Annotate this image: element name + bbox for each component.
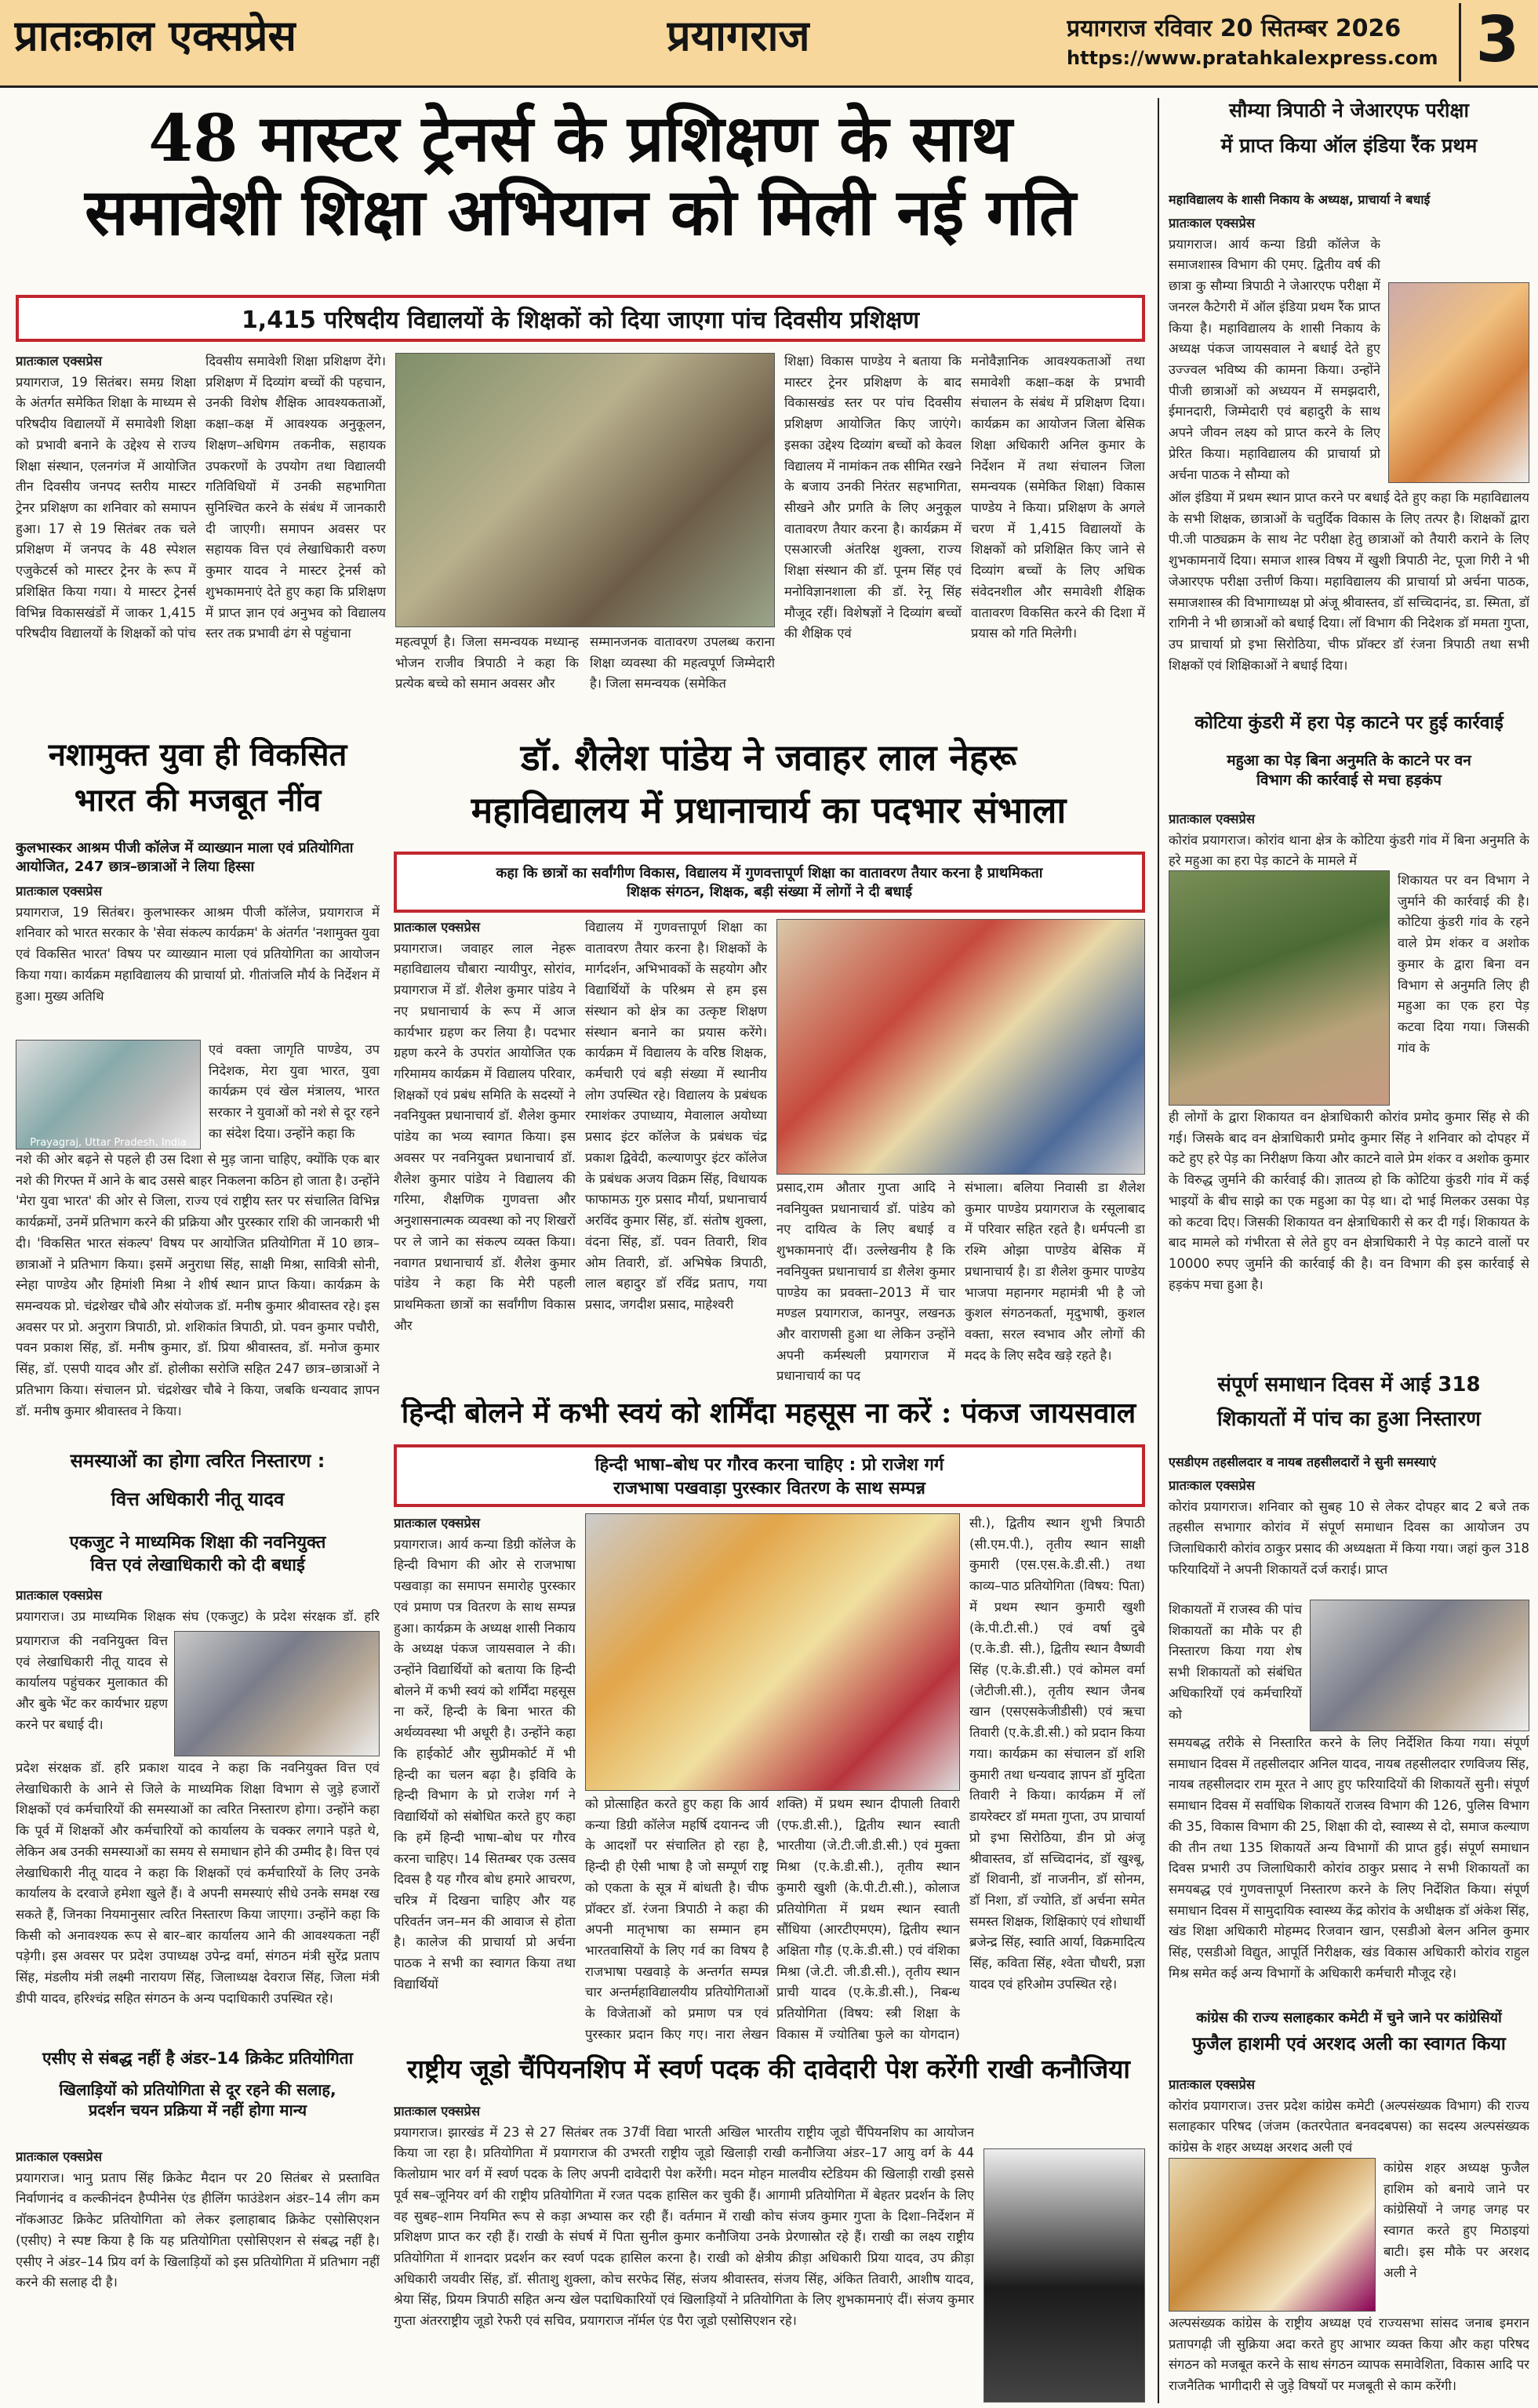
shailesh-subheadline-line1: कहा कि छात्रों का सर्वांगीण विकास, विद्यालय में गुणवत्तापूर्ण शिक्षा का वातावरण तैयार करना है प्राथमिकता xyxy=(496,865,1043,881)
cricket-headline-line1: खिलाड़ियों को प्रतियोगिता से दूर रहने की सलाह, xyxy=(59,2080,336,2099)
samasya-kicker-line2: वित्त एवं लेखाधिकारी को दी बधाई xyxy=(90,1555,305,1575)
samadhan-kicker: एसडीएम तहसीलदार व नायब तहसीलदारों ने सुनी समस्याएं xyxy=(1169,1455,1437,1469)
nasha-body-top xyxy=(16,881,380,1043)
samasya-headline xyxy=(16,1449,380,1537)
kotiya-body1-text: कोरांव प्रयागराज। कोरांव थाना क्षेत्र के कोटिया कुंडरी गांव में बिना अनुमति के हरे महुआ का हरा पेड़ काटने के मामले में xyxy=(1169,832,1529,869)
lead-col-1 xyxy=(16,351,196,732)
kotiya-kicker xyxy=(1169,751,1529,809)
saumya-byline: प्रातःकाल एक्सप्रेस xyxy=(1169,216,1255,231)
judo-byline: प्रातःकाल एक्सप्रेस xyxy=(394,2104,480,2119)
shailesh-headline-line1: डॉ. शैलेश पांडेय ने जवाहर लाल नेहरू xyxy=(520,737,1017,779)
hindi-subheadline-line1: हिन्दी भाषा–बोध पर गौरव करना चाहिए : प्रो राजेश गर्ग xyxy=(594,1455,944,1475)
saumya-photo xyxy=(1388,282,1529,483)
samasya-photo xyxy=(174,1631,380,1756)
nasha-byline: प्रातःकाल एक्सप्रेस xyxy=(16,884,102,899)
congress-body-top xyxy=(1169,2075,1529,2156)
shailesh-col-2: विद्यालय में गुणवत्तापूर्ण शिक्षा का वातावरण तैयार करना है। शिक्षकों के मार्गदर्शन, अभिभावकों के सहयोग और विद्यार्थियों के परिश्रम से हम इस संस्थान को क्षेत्र का उत्कृष्ट शिक्षण संस्थान बनाने का प्रयास करेंगे। कार्यक्रम में विद्यालय के वरिष्ठ शिक्षक, कर्मचारी एवं बड़ी संख्या में स्थानीय लोग उपस्थित रहे। विद्यालय के प्रबंधक रमाशंकर उपाध्याय, मेवालाल अयोध्या प्रसाद इंटर कॉलेज के प्रबंधक चंद्र प्रकाश द्विवेदी, कल्याणपुर इंटर कॉलेज के प्रबंधक अजय विक्रम सिंह, विधायक फाफामऊ गुरु प्रसाद मौर्या, प्रधानाचार्य अरविंद कुमार सिंह, डॉ. संतोष शुक्ला, वंदना सिंह, डॉ. पवन तिवारी, शिव ओम तिवारी, डॉ. अभिषेक त्रिपाठी, लाल बहादुर डॉ रविंद्र प्रताप, गया प्रसाद, जगदीश प्रसाद, माहेश्वरी xyxy=(585,920,767,1312)
congress-photo xyxy=(1169,2158,1376,2312)
hindi-byline: प्रातःकाल एक्सप्रेस xyxy=(394,1516,480,1531)
nasha-body-bottom: नशे की ओर बढ़ने से पहले ही उस दिशा से मुड़ जाना चाहिए, क्योंकि एक बार नशे की गिरफ्त में आने के बाद उससे बाहर निकलना कठिन हो जाता है। उन्होंने 'मेरा युवा भारत' की ओर से जिला, राज्य एवं राष्ट्रीय स्तर पर संचालित विभिन्न कार्यक्रमों, उनमें प्रतिभाग करने की प्रक्रिया और पुरस्कार राशि की जानकारी भी दी। 'विकसित भारत संकल्प' विषय पर आयोजित प्रतियोगिता में 10 छात्र–छात्राओं ने प्रतिभाग किया। इसमें अनुराधा सिंह, साक्षी मिश्रा, सावित्री सोनी, स्नेहा पाण्डेय और हिमांशी मिश्रा ने शीर्ष स्थान प्राप्त किया। कार्यक्रम के समन्वयक प्रो. चंद्रशेखर चौबे और संयोजक डॉ. मनीष कुमार श्रीवास्तव रहे। इस अवसर पर प्रो. अनुराग त्रिपाठी, प्रो. शशिकांत त्रिपाठी, प्रो. पवन कुमार पचौरी, पवन प्रकाश सिंह, डॉ. मनीष कुमार, डॉ. प्रिया श्रीवास्तव, डॉ. मनोज कुमार सिंह, डॉ. एसपी यादव और डॉ. होलीका सरोजि सहित 247 छात्र–छात्राओं ने प्रतिभाग किया। संचालन प्रो. चंद्रशेखर चौबे ने किया, जबकि धन्यवाद ज्ञापन डॉ. मनीष कुमार श्रीवास्तव ने किया। xyxy=(16,1152,380,1418)
nasha-body-side: एवं वक्ता जागृति पाण्डेय, उप निदेशक, मेरा युवा भारत, युवा कार्यक्रम एवं खेल मंत्रालय, भारत सरकार ने युवाओं को नशे से दूर रहने का संदेश दिया। उन्होंने कहा कि xyxy=(209,1042,380,1141)
samasya-body-bottom: प्रदेश संरक्षक डॉ. हरि प्रकाश यादव ने कहा कि नवनियुक्त वित्त एवं लेखाधिकारी के आने से जिले के माध्यमिक शिक्षा विभाग से जुड़े हजारों शिक्षकों एवं कर्मचारियों की समस्याओं का त्वरित निस्तारण होगा। उन्होंने कहा कि पूर्व में शिक्षकों और कर्मचारियों को कार्यालय के चक्कर लगाने पड़ते थे, लेकिन अब उनकी समस्याओं का समय से समाधान होने की उम्मीद है। वित्त एवं लेखाधिकारी नीतू यादव ने कहा कि शिक्षकों एवं कर्मचारियों के लिए उनके कार्यालय के दरवाजे हमेशा खुले हैं। वे अपनी समस्याएं सीधे उनके समक्ष रख सकते हैं, जिनका नियमानुसार त्वरित निस्तारण किया जाएगा। उन्होंने कहा कि किसी को अनावश्यक रूप से बार–बार कार्यालय आने की आवश्यकता नहीं पड़ेगी। इस अवसर पर प्रदेश उपाध्यक्ष उपेन्द्र वर्मा, संगठन मंत्री सुरेंद्र प्रताप सिंह, मंडलीय मंत्री लक्ष्मी नारायण सिंह, जिलाध्यक्ष देवराज सिंह, जिला मंत्री डीपी यादव, हरिश्चंद्र सहित संगठन के अन्य पदाधिकारी उपस्थित रहे। xyxy=(16,1760,380,2006)
samasya-byline: प्रातःकाल एक्सप्रेस xyxy=(16,1588,102,1603)
hindi-subheadline xyxy=(394,1444,1145,1507)
lead-headline-line2: समावेशी शिक्षा अभियान को मिली नई गति xyxy=(85,175,1076,251)
kotiya-kicker-line1: महुआ का पेड़ बिना अनुमति के काटने पर वन xyxy=(1227,752,1471,769)
kotiya-body-bottom: ही लोगों के द्वारा शिकायत वन क्षेत्राधिकारी कोरांव प्रमोद कुमार सिंह से की गई। जिसके बाद वन क्षेत्राधिकारी प्रमोद कुमार सिंह ने शनिवार को दोपहर में कटे हुए हरे पेड़ का निरीक्षण किया और काटने वाले प्रेम शंकर व अशोक कुमार के विरुद्ध जुर्माने की कार्रवाई की। ज्ञातव्य हो कि कोटिया कुंडरी गांव में कई भाइयों के बीच साझे का एक महुआ का पेड़ था। दो भाई मिलकर उसका पेड़ को कटवा दिए। जिसकी शिकायत वन क्षेत्राधिकारी से कर दी गई। शिकायत के बाद मामले को गंभीरता से लेते हुए वन क्षेत्राधिकारी ने पेड़ काटने वालों पर 10000 रुपए जुर्माने की कार्रवाई की है। वन विभाग की इस कार्रवाई से हड़कंप मचा हुआ है। xyxy=(1169,1110,1529,1292)
samasya-body-top xyxy=(16,1585,380,1629)
nasha-headline-line1: नशामुक्त युवा ही विकसित xyxy=(48,737,347,773)
kotiya-body-side: शिकायत पर वन विभाग ने जुर्माने की कार्रवाई की है। कोटिया कुंडरी गांव के रहने वाले प्रेम शंकर व अशोक कुमार के द्वारा बिना वन विभाग से अनुमति लिए ही महुआ का एक हरा पेड़ कटवा दिया गया। जिसकी गांव के xyxy=(1398,873,1529,1055)
nasha-photo xyxy=(16,1040,201,1150)
hindi-col1-text: प्रयागराज। आर्य कन्या डिग्री कॉलेज के हिन्दी विभाग की ओर से राजभाषा पखवाड़ा का समापन समारोह पुरस्कार एवं प्रमाण पत्र वितरण के साथ सम्पन्न हुआ। कार्यक्रम के अध्यक्ष शासी निकाय के अध्यक्ष पंकज जायसवाल ने की। उन्होंने विद्यार्थियों को बताया कि हिन्दी बोलने में कभी स्वयं को शर्मिंदा महसूस ना करें, हिन्दी के बिना भारत की अर्थव्यवस्था भी अधूरी है। उन्होंने कहा कि हाईकोर्ट और सुप्रीमकोर्ट में भी हिन्दी का चलन बढ़ा है। इविवि के हिन्दी विभाग के प्रो राजेश गर्ग ने विद्यार्थियों को संबोधित करते हुए कहा कि हमें हिन्दी भाषा–बोध पर गौरव करना चाहिए। 14 सितम्बर एक उत्सव दिवस है यह गौरव बोध हमारे आचरण, चरित्र में दिखना चाहिए और यह परिवर्तन जन–मन की आवाज से होता है। कालेज की प्राचार्या प्रो अर्चना पाठक ने सभी का स्वागत किया तथा विद्यार्थियों xyxy=(394,1536,576,1992)
judo-headline: राष्ट्रीय जूडो चैंपियनशिप में स्वर्ण पदक की दावेदारी पेश करेंगी राखी कनौजिया xyxy=(407,2054,1130,2084)
cricket-byline: प्रातःकाल एक्सप्रेस xyxy=(16,2149,102,2164)
column-divider xyxy=(1158,98,1159,2403)
shailesh-subheadline xyxy=(394,852,1145,913)
samadhan-byline: प्रातःकाल एक्सप्रेस xyxy=(1169,1478,1255,1493)
edition-name: प्रयागराज xyxy=(667,11,810,60)
cricket-headline-line2: प्रदर्शन चयन प्रक्रिया में नहीं होगा मान्य xyxy=(88,2101,307,2119)
saumya-headline-line1: सौम्या त्रिपाठी ने जेआरएफ परीक्षा xyxy=(1229,99,1469,122)
shailesh-headline xyxy=(392,737,1145,847)
paper-name: प्रातःकाल एक्सप्रेस xyxy=(14,10,296,60)
samadhan-body-bottom: समयबद्ध तरीके से निस्तारित करने के लिए निर्देशित किया गया। संपूर्ण समाधान दिवस में तहसीलदार अनिल यादव, नायब तहसीलदार रणविजय सिंह, नायब तहसीलदार राम मूरत ने आए हुए फरियादियों की शिकायतें सुनी। संपूर्ण समाधान दिवस में सर्वाधिक शिकायतें राजस्व विभाग की 126, पुलिस विभाग की 35, विकास विभाग की 25, शिक्षा की दो, स्वास्थ्य से दो, समाज कल्याण की तीन तथा 135 शिकायतें अन्य विभागों की प्राप्त हुई। संपूर्ण समाधान दिवस प्रभारी उप जिलाधिकारी कोरांव ठाकुर प्रसाद ने सभी शिकायतों का समयबद्ध एवं गुणवत्तापूर्ण निस्तारण करने के लिए निर्देशित किया। संपूर्ण समाधान दिवस में सामुदायिक स्वास्थ्य केंद्र कोरांव के अधीक्षक डॉ अंकेश सिंह, खंड शिक्षा अधिकारी मोहम्मद रिजवान खान, एसडीओ बेलन अनिल कुमार सिंह, एसडीओ विद्युत, आपूर्ति निरीक्षक, खंड विकास अधिकारी कोरांव राहुल मिश्र समेत कई अन्य विभागों के अधिकारी कर्मचारी मौजूद रहे। xyxy=(1169,1735,1529,1981)
hindi-subheadline-line2: राजभाषा पखवाड़ा पुरस्कार वितरण के साथ सम्पन्न xyxy=(613,1479,925,1498)
cricket-kicker: एसीए से संबद्ध नहीं है अंडर–14 क्रिकेट प्रतियोगिता xyxy=(42,2049,354,2068)
congress-body-bottom: अल्पसंख्यक कांग्रेस के राष्ट्रीय अध्यक्ष एवं राज्यसभा सांसद जनाब इमरान प्रतापगढ़ी जी सुक्रिया अदा करते हुए आभार व्यक्त किया और कहा परिषद संगठन को मजबूत करने के साथ संगठन व्यापक समावेशिता, विकास आदि पर राजनैतिक भागीदारी से जुड़े विषयों पर मजबूती से काम करेंगी। xyxy=(1169,2315,1529,2394)
shailesh-byline: प्रातःकाल एक्सप्रेस xyxy=(394,920,480,935)
samadhan-body1-text: कोरांव प्रयागराज। शनिवार को सुबह 10 से लेकर दोपहर बाद 2 बजे तक तहसील सभागार कोरांव में संपूर्ण समाधान दिवस का आयोजन उप जिलाधिकारी कोरांव ठाकुर प्रसाद की अध्यक्षता में किया गया। जहां कुल 318 फरियादियों ने अपनी शिकायतें दर्ज कराई। प्राप्त xyxy=(1169,1498,1529,1577)
congress-headline xyxy=(1169,2009,1529,2072)
congress-body1-text: कोरांव प्रयागराज। उत्तर प्रदेश कांग्रेस कमेटी (अल्पसंख्यक विभाग) की राज्य सलाहकार परिषद (जंजम (कतरपेतात बनवदबपस) का सदस्य अल्पसंख्यक कांग्रेस के शहर अध्यक्ष अरशद अली एवं xyxy=(1169,2097,1529,2156)
lead-byline: प्रातःकाल एक्सप्रेस xyxy=(16,354,102,369)
hindi-col-4: सी.), द्वितीय स्थान शुभी त्रिपाठी (सी.एम.पी.), तृतीय स्थान साक्षी कुमारी (एस.एस.के.डी.सी.) तथा काव्य–पाठ प्रतियोगिता (विषय: पिता) में प्रथम स्थान कुमारी खुशी (के.पी.टी.सी.) एवं वर्षा दुबे (ए.के.डी. सी.), द्वितीय स्थान वैष्णवी सिंह (ए.के.डी.सी.) एवं कोमल वर्मा (जेटीजी.सी.), तृतीय स्थान जैनब खान (एसएसकेजीडीसी) एवं ऋचा तिवारी (ए.के.डी.सी.) को प्रदान किया गया। कार्यक्रम का संचालन डॉ शशि कुमारी तथा धन्यवाद ज्ञापन डॉ मुदिता तिवारी ने किया। कार्यक्रम में लॉ डायरेक्टर डॉ ममता गुप्ता, उप प्राचार्या प्रो इभा सिरोठिया, डीन प्रो अंजू श्रीवास्तव, डॉ सच्चिदानंद, डॉ खुश्बू, डॉ शिवानी, डॉ नाजनीन, डॉ सोनम, डॉ निशा, डॉ ज्योति, डॉ अर्चना समेत समस्त शिक्षक, शिक्षिकाएं एवं शोधार्थी ब्रजेन्द्र सिंह, स्वाति आर्या, विक्रमादित्य सिंह, कविता सिंह, श्वेता चौधरी, प्रज्ञा यादव एवं हरिओम उपस्थित रहे। xyxy=(969,1516,1145,1992)
kotiya-byline: प्रातःकाल एक्सप्रेस xyxy=(1169,812,1255,826)
dateline: प्रयागराज रविवार 20 सितम्बर 2026 xyxy=(1067,15,1402,42)
congress-byline: प्रातःकाल एक्सप्रेस xyxy=(1169,2077,1255,2092)
hindi-col-2: को प्रोत्साहित करते हुए कहा कि आर्य कन्या डिग्री कॉलेज महर्षि दयानन्द जी के आदर्शों पर संचालित हो रहा है, हिन्दी ही ऐसी भाषा है जो सम्पूर्ण राष्ट्र को एकता के सूत्र में बांधती है। चीफ प्रॉक्टर डॉ. रंजना त्रिपाठी ने कहा की अपनी मातृभाषा का सम्मान हम भारतवासियों के लिए गर्व का विषय है राजभाषा पखवाड़े के अन्तर्गत सम्पन्न चार अन्तर्महाविद्यालयीय प्रतियोगिताओं के विजेताओं को प्रमाण पत्र एवं पुरस्कार प्रदान किए गए। नारा लेखन xyxy=(585,1796,769,2042)
samasya-headline-line2: वित्त अधिकारी नीतू यादव xyxy=(111,1488,285,1511)
saumya-body-top xyxy=(1169,213,1380,486)
lead-col-2: दिवसीय समावेशी शिक्षा प्रशिक्षण देंगे। प्रशिक्षण में दिव्यांग बच्चों की पहचान, उनकी विशेष शैक्षिक आवश्यकताओं, कक्षा–कक्ष में आवश्यक अनुकूलन, शिक्षण–अधिगम तकनीक, सहायक उपकरणों के उपयोग तथा विद्यालयी गतिविधियों में उनकी सहभागिता सुनिश्चित करने के संबंध में जानकारी दी जाएगी। समापन अवसर पर सहायक वित्त एवं लेखाधिकारी वरुण कुमार यादव ने मास्टर ट्रेनर्स को शुभकामनाएं देते हुए कहा कि प्रशिक्षण में प्राप्त ज्ञान एवं अनुभव को विद्यालय स्तर तक प्रभावी ढंग से पहुंचाना xyxy=(205,354,386,641)
kotiya-photo-tree xyxy=(1169,870,1390,1106)
samasya-kicker-line1: एकजुट ने माध्यमिक शिक्षा की नवनियुक्त xyxy=(69,1533,326,1553)
judo-body xyxy=(394,2101,974,2403)
lead-col-6: मनोवैज्ञानिक आवश्यकताओं तथा समावेशी कक्षा–कक्ष के प्रभावी संचालन के संबंध में प्रशिक्षण दिया। कार्यक्रम का आयोजन जिला बेसिक शिक्षा अधिकारी अनिल कुमार के निर्देशन में तथा संचालन जिला समन्वयक (समेकित शिक्षा) विकास पाण्डेय ने किया। प्रशिक्षण के अगले चरण में 1,415 विद्यालयों के शिक्षकों को प्रशिक्षित किए जाने से दिव्यांग बच्चों के लिए अधिक संवेदनशील और समावेशी शैक्षिक वातावरण विकसित करने की दिशा में प्रयास को गति मिलेगी। xyxy=(971,354,1145,641)
samasya-body1-text: प्रयागराज। उप्र माध्यमिक शिक्षक संघ (एकजुट) के प्रदेश संरक्षक डॉ. हरि xyxy=(16,1608,380,1624)
lead-headline-line1: 48 मास्टर ट्रेनर्स के प्रशिक्षण के साथ xyxy=(148,102,1013,176)
samasya-kicker xyxy=(16,1532,380,1584)
samadhan-body-top xyxy=(1169,1476,1529,1598)
lead-col1-text: प्रयागराज, 19 सितंबर। समग्र शिक्षा के अंतर्गत समेकित शिक्षा के माध्यम से परिषदीय विद्यालयों में समावेशी शिक्षा को प्रभावी बनाने के उद्देश्य से राज्य शिक्षा संस्थान, एलनगंज में आयोजित तीन दिवसीय जनपद स्तरीय मास्टर ट्रेनर प्रशिक्षण का शनिवार को समापन हुआ। 17 से 19 सितंबर तक चले प्रशिक्षण में जनपद के 48 स्पेशल एजुकेटर्स को मास्टर ट्रेनर के रूप में प्रशिक्षित किया गया। ये मास्टर ट्रेनर्स विभिन्न विकासखंडों में जाकर 1,415 परिषदीय विद्यालयों के शिक्षकों को पांच xyxy=(16,374,196,641)
congress-body-side: कांग्रेस शहर अध्यक्ष फुजैल हाशिम को बनाये जाने पर कांग्रेसियों ने जगह जगह पर स्वागत करते हुए मिठाइयां बाटी। इस मौके पर अरशद अली ने xyxy=(1383,2160,1529,2280)
lead-col-3: महत्वपूर्ण है। जिला समन्वयक मध्यान्ह भोजन राजीव त्रिपाठी ने कहा कि प्रत्येक बच्चे को समान अवसर और xyxy=(395,634,579,692)
nasha-photo-caption: Prayagraj, Uttar Pradesh, India xyxy=(30,1137,187,1149)
lead-headline xyxy=(16,102,1145,290)
cricket-body xyxy=(16,2147,380,2403)
samasya-body-side: प्रयागराज की नवनियुक्त वित्त एवं लेखाधिकारी नीतू यादव से कार्यालय पहुंचकर मुलाकात की और बुके भेंट कर कार्यभार ग्रहण करने पर बधाई दी। xyxy=(16,1633,168,1732)
judo-photo-rakhi xyxy=(984,2148,1145,2403)
kotiya-body-top xyxy=(1169,809,1529,869)
nasha-headline-line2: भारत की मजबूत नींव xyxy=(74,782,322,819)
lead-col-5: शिक्षा) विकास पाण्डेय ने बताया कि मास्टर ट्रेनर प्रशिक्षण के बाद विकासखंड स्तर पर पांच दिवसीय प्रशिक्षण आयोजित किए जाएंगे। इसका उद्देश्य दिव्यांग बच्चों को केवल विद्यालय में नामांकन तक सीमित रखने के बजाय उनकी निरंतर सहभागिता, सीखने और प्रगति के लिए अनुकूल वातावरण तैयार करना है। कार्यक्रम में एसआरजी अंतरिक्ष शुक्ला, राज्य शिक्षा संस्थान की डॉ. पूनम सिंह एवं मनोविज्ञानशाला की डॉ. रेनू सिंह मौजूद रहीं। विशेषज्ञों ने दिव्यांग बच्चों की शैक्षिक एवं xyxy=(784,354,962,641)
samadhan-body-side: शिकायतों में राजस्व की पांच शिकायतों का मौके पर ही निस्तारण किया गया शेष सभी शिकायतों को संबंधित अधिकारियों एवं कर्मचारियों को xyxy=(1169,1602,1302,1722)
lead-subheadline: 1,415 परिषदीय विद्यालयों के शिक्षकों को दिया जाएगा पांच दिवसीय प्रशिक्षण xyxy=(16,295,1145,342)
saumya-kicker: महाविद्यालय के शासी निकाय के अध्यक्ष, प्राचार्या ने बधाई xyxy=(1169,192,1431,207)
samadhan-headline-line1: संपूर्ण समाधान दिवस में आई 318 xyxy=(1217,1373,1481,1396)
hindi-photo-award xyxy=(585,1513,960,1791)
saumya-body1-text: प्रयागराज। आर्य कन्या डिग्री कॉलेज के समाजशास्त्र विभाग की एमए. द्वितीय वर्ष की छात्रा कु सौम्या त्रिपाठी ने जेआरएफ परीक्षा में जनरल कैटेगरी में ऑल इंडिया प्रथम रैंक प्राप्त किया है। महाविद्यालय के शासी निकाय के अध्यक्ष पंकज जायसवाल ने बधाई देते हुए उज्ज्वल भविष्य की कामना किया। उन्होंने पीजी छात्राओं को अध्ययन में समझदारी, ईमानदारी, जिम्मेदारी एवं बहादुरी के साथ अपने जीवन लक्ष्य को प्राप्त करने के लिए प्रेरित किया। महाविद्यालय की प्राचार्या प्रो अर्चना पाठक ने सौम्या को xyxy=(1169,236,1380,482)
congress-headline-line1: कांग्रेस की राज्य सलाहकार कमेटी में चुने जाने पर कांग्रेसियों xyxy=(1196,2010,1502,2026)
saumya-headline xyxy=(1169,98,1529,184)
cricket-headline xyxy=(16,2079,380,2142)
hindi-col-3: शक्ति) में प्रथम स्थान दीपाली तिवारी (एफ.डी.सी.), द्वितीय स्थान स्वाती भारतीया (जे.टी.जी.डी.सी.) एवं मुक्ता मिश्रा (ए.के.डी.सी.), तृतीय स्थान कुमारी खुशी (के.पी.टी.सी.), कोलाज प्रतियोगिता में प्रथम स्थान स्वाती सौंधिया (आरटीएमएम), द्वितीय स्थान अक्षिता गौड़ (ए.के.डी.सी.) एवं वंशिका मिश्रा (जे.टी. जी.डी.सी.), तृतीय स्थान प्राची यादव (ए.के.डी.सी.), निबन्ध प्रतियोगिता (विषय: स्त्री शिक्षा के विकास में ज्योतिबा फुले का योगदान) xyxy=(776,1796,960,2042)
shailesh-col-4: संभाला। बलिया निवासी डा शैलेश कुमार पाण्डेय प्रयागराज के रसूलाबाद में परिवार सहित रहते है। धर्मपत्नी डा रश्मि ओझा पाण्डेय बेसिक में प्रधानाचार्य है। डा शैलेश कुमार पाण्डेय भाजपा महानगर महामंत्री भी है जो कुशल संगठनकर्ता, मृदुभाषी, कुशल वक्ता, सरल स्वभाव और लोगों की मदद के लिए सदैव खड़े रहते है। xyxy=(965,1180,1145,1363)
saumya-body-bottom: ऑल इंडिया में प्रथम स्थान प्राप्त करने पर बधाई देते हुए कहा कि महाविद्यालय के सभी शिक्षक, छात्राओं के चतुर्दिक विकास के लिए तत्पर है। शिक्षकों द्वारा पी.जी पाठ्यक्रम के साथ नेट परीक्षा हेतु छात्राओं को तैयारी कराने के लिए शुभकामनायें दिया। समाज शास्त्र विषय में खुशी त्रिपाठी नेट, पूजा गिरी ने भी जेआरएफ परीक्षा उत्तीर्ण किया। महाविद्यालय की प्राचार्या प्रो अर्चना पाठक, समाजशास्त्र की विभागाध्यक्ष प्रो अंजू श्रीवास्तव, डॉ सच्चिदानंद, डा. स्मिता, डॉ रागिनी ने भी छात्राओं को बधाई दिया। लॉ विभाग की निदेशक डॉ ममता गुप्ता, उप प्राचार्या प्रो इभा सिरोठिया, चीफ प्रॉक्टर डॉ रंजना त्रिपाठी तथा सभी शिक्षकों एवं शिक्षिकाओं ने बधाई दिया। xyxy=(1169,490,1529,673)
lead-photo-training-group xyxy=(395,353,775,627)
masthead xyxy=(0,0,1538,88)
nasha-kicker: कुलभास्कर आश्रम पीजी कॉलेज में व्याख्यान माला एवं प्रतियोगिता आयोजित, 247 छात्र–छात्राओं ने लिया हिस्सा xyxy=(16,840,354,876)
shailesh-col-1 xyxy=(394,917,576,1388)
lead-col-4: सम्मानजनक वातावरण उपलब्ध कराना शिक्षा व्यवस्था की महत्वपूर्ण जिम्मेदारी है। जिला समन्वयक (समेकित xyxy=(590,634,775,692)
shailesh-photo-welcome xyxy=(776,919,1145,1175)
cricket-body-text: प्रयागराज। भानु प्रताप सिंह क्रिकेट मैदान पर 20 सितंबर से प्रस्तावित निर्वाणानंद व कल्कीनंदन हैप्पीनेस एंड हीलिंग फाउंडेशन अंडर–14 लीग कम नॉकआउट क्रिकेट प्रतियोगिता को लेकर इलाहाबाद क्रिकेट एसोसिएशन (एसीए) ने स्पष्ट किया है कि यह प्रतियोगिता एसोसिएशन से संबद्ध नहीं है। एसीए ने अंडर–14 प्रिय वर्ग के खिलाड़ियों को इस प्रतियोगिता में प्रतिभाग नहीं करने की सलाह दी है। xyxy=(16,2170,380,2290)
samadhan-headline-line2: शिकायतों में पांच का हुआ निस्तारण xyxy=(1217,1407,1481,1431)
samadhan-headline xyxy=(1169,1372,1529,1451)
shailesh-col-3: प्रसाद,राम औतार गुप्ता आदि ने नवनियुक्त प्रधानाचार्य डॉ. पांडेय को नए दायित्व के लिए बधाई व शुभकामनाएं दीं। उल्लेखनीय है कि नवनियुक्त प्रधानाचार्य डा शैलेश कुमार पाण्डेय का प्रवक्ता–2013 में चार मण्डल प्रयागराज, कानपुर, लखनऊ और वाराणसी हुआ था लेकिन उन्होंने अपनी कर्मस्थली प्रयागराज में प्रधानाचार्य का पद xyxy=(776,1180,955,1384)
hindi-headline: हिन्दी बोलने में कभी स्वयं को शर्मिंदा महसूस ना करें : पंकज जायसवाल xyxy=(401,1397,1136,1429)
website-url[interactable]: https://www.pratahkalexpress.com xyxy=(1067,47,1438,69)
kotiya-headline: कोटिया कुंडरी में हरा पेड़ काटने पर हुई कार्रवाई xyxy=(1194,713,1503,733)
judo-body-text: प्रयागराज। झारखंड में 23 से 27 सितंबर तक 37वीं विद्या भारती अखिल भारतीय राष्ट्रीय जूडो चैंपियनशिप का आयोजन किया जा रहा है। प्रतियोगिता में प्रयागराज की उभरती राष्ट्रीय जूडो खिलाड़ी राखी कनौजिया अंडर–17 आयु वर्ग के 44 किलोग्राम भार वर्ग में स्वर्ण पदक के लिए अपनी दावेदारी पेश करेंगी। मदन मोहन मालवीय स्टेडियम की खिलाड़ी राखी इससे पूर्व सब–जूनियर वर्ग की राष्ट्रीय प्रतियोगिता में रजत पदक हासिल कर चुकी हैं। आगामी प्रतियोगिता में बेहतर प्रदर्शन के लिए वह सुबह–शाम नियमित रूप से कड़ा अभ्यास कर रही हैं। वर्तमान में राखी कोच संजय कुमार गुप्ता के दिशा–निर्देशन में प्रशिक्षण प्राप्त कर रही हैं। राखी के संघर्ष में पिता सुनील कुमार कनौजिया उनके प्रेरणास्रोत रहे हैं। राखी का लक्ष्य राष्ट्रीय प्रतियोगिता में शानदार प्रदर्शन कर स्वर्ण पदक हासिल करना है। राखी को क्षेत्रीय क्रीड़ा अधिकारी प्रिया यादव, उप क्रीड़ा अधिकारी जयवीर सिंह, डॉ. सीताशु शुक्ला, कोच सरफेद सिंह, संजय श्रीवास्तव, संजय सिंह, अंकित तिवारी, आशीष यादव, श्रेया सिंह, प्रियम त्रिपाठी सहित अन्य खेल पदाधिकारियों एवं खिलाड़ियों ने प्रतियोगिता के लिए शुभकामनाएं दीं। संजय कुमार गुप्ता अंतरराष्ट्रीय जूडो रेफरी एवं सचिव, प्रयागराज नॉर्मल एंड पैरा जूडो एसोसिएशन रहे। xyxy=(394,2124,974,2329)
nasha-body1-text: प्रयागराज, 19 सितंबर। कुलभास्कर आश्रम पीजी कॉलेज, प्रयागराज में शनिवार को भारत सरकार के 'सेवा संकल्प कार्यक्रम' के अंतर्गत 'नशामुक्त युवा एवं विकसित भारत' विषय पर व्याख्यान माला एवं प्रतियोगिता का आयोजन किया गया। कार्यक्रम महाविद्यालय की प्राचार्या प्रो. गीतांजलि मौर्य के निर्देशन में हुआ। मुख्य अतिथि xyxy=(16,904,380,1004)
kotiya-kicker-line2: विभाग की कार्रवाई से मचा हड़कंप xyxy=(1256,771,1442,789)
page-number: 3 xyxy=(1459,3,1534,82)
samadhan-photo xyxy=(1310,1600,1529,1731)
shailesh-headline-line2: महाविद्यालय में प्रधानाचार्य का पदभार संभाला xyxy=(471,788,1067,831)
shailesh-subheadline-line2: शिक्षक संगठन, शिक्षक, बड़ी संख्या में लोगों ने दी बधाई xyxy=(627,884,912,900)
hindi-col-1 xyxy=(394,1513,576,2043)
shailesh-col1-text: प्रयागराज। जवाहर लाल नेहरू महाविद्यालय चौबारा न्यायीपुर, सोरांव, प्रयागराज में डॉ. शैलेश कुमार पांडेय ने नए प्रधानाचार्य के रूप में आज कार्यभार ग्रहण कर लिया है। पदभार ग्रहण करने के उपरांत आयोजित एक गरिमामय कार्यक्रम में विद्यालय परिवार, शिक्षकों एवं प्रबंध समिति के सदस्यों ने नवनियुक्त प्रधानाचार्य डॉ. शैलेश कुमार पांडेय का भव्य स्वागत किया। इस अवसर पर नवनियुक्त प्रधानाचार्य डॉ. शैलेश कुमार पांडेय ने विद्यालय की गरिमा, शैक्षणिक गुणवत्ता और अनुशासनात्मक व्यवस्था को नए शिखरों पर ले जाने का संकल्प व्यक्त किया। नवागत प्रधानाचार्य डॉ. शैलेश कुमार पांडेय ने कहा कि मेरी पहली प्राथमिकता छात्रों का सर्वांगीण विकास और xyxy=(394,940,576,1333)
samasya-headline-line1: समस्याओं का होगा त्वरित निस्तारण : xyxy=(70,1450,325,1472)
congress-headline-line2: फुजैल हाशमी एवं अरशद अली का स्वागत किया xyxy=(1192,2034,1506,2055)
saumya-headline-line2: में प्राप्त किया ऑल इंडिया रैंक प्रथम xyxy=(1220,133,1478,157)
